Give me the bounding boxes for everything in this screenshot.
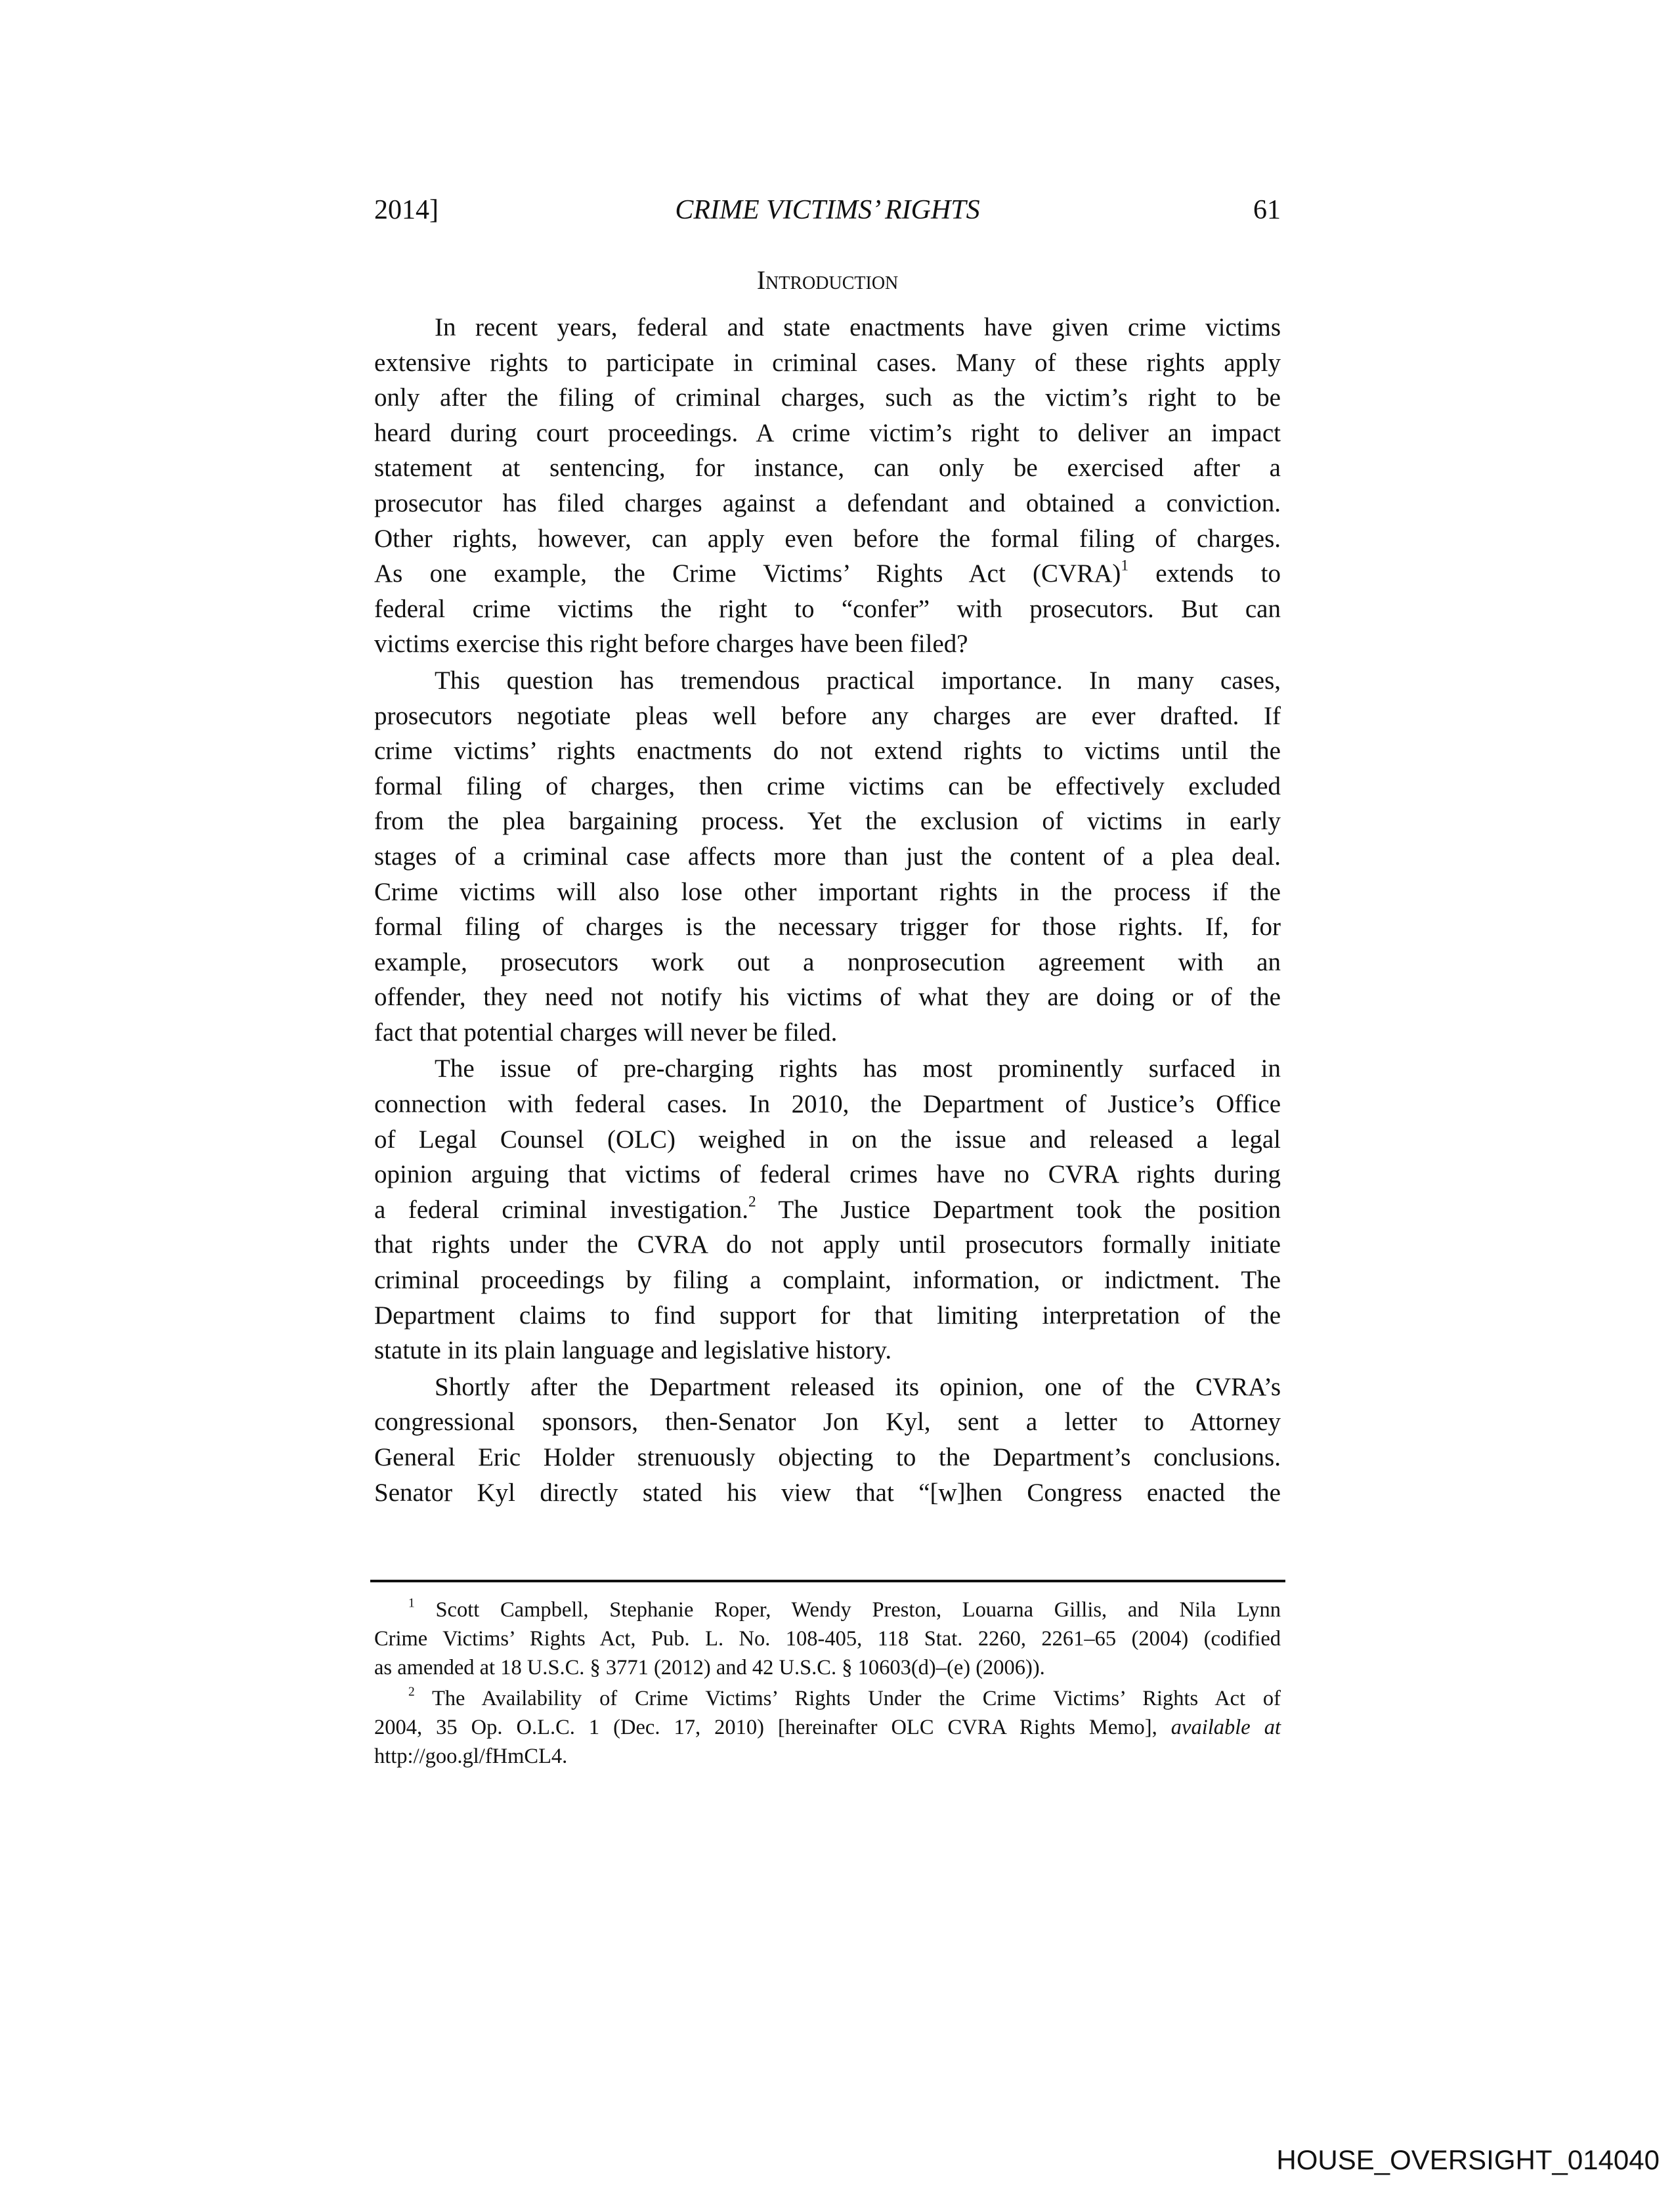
text-line: [374, 1595, 1281, 1624]
paragraph: [374, 310, 1281, 662]
text-segment: extends to: [1128, 559, 1281, 588]
text-line: victims exercise this right before charges have been filed?: [374, 630, 968, 659]
text-line: only after the filing of criminal charges, such as the victim’s right to be: [374, 383, 1281, 412]
text-segment: available at: [1170, 1715, 1281, 1739]
bates-stamp: HOUSE_OVERSIGHT_014040: [1276, 2144, 1660, 2175]
text-line: as amended at 18 U.S.C. § 3771 (2012) and 42 U.S.C. § 10603(d)–(e) (2006)).: [374, 1656, 1045, 1680]
text-line: General Eric Holder strenuously objecting to the Department’s conclusions.: [374, 1443, 1281, 1471]
text-line: formal filing of charges, then crime victims can be effectively excluded: [374, 771, 1281, 800]
text-line: http://goo.gl/fHmCL4.: [374, 1745, 568, 1769]
text-line: Crime victims will also lose other important rights in the process if the: [374, 877, 1281, 906]
footnote-marker: 2: [748, 1193, 756, 1211]
section-heading: Introduction: [756, 265, 899, 295]
body-text: [374, 310, 1281, 1511]
text-line: Department claims to find support for that limiting interpretation of the: [374, 1301, 1281, 1330]
text-line: [374, 1713, 1281, 1742]
text-line: federal crime victims the right to “confer” with prosecutors. But can: [374, 594, 1281, 623]
footnotes: [374, 1595, 1281, 1772]
text-line: The issue of pre-charging rights has most prominently surfaced in: [435, 1054, 1281, 1083]
text-segment: Scott Campbell, Stephanie Roper, Wendy Preston, Louarna Gillis, and Nila Lynn: [414, 1598, 1281, 1622]
text-line: stages of a criminal case affects more than just the content of a plea deal.: [374, 842, 1281, 871]
text-line: Crime Victims’ Rights Act, Pub. L. No. 108-405, 118 Stat. 2260, 2261–65 (2004) (codified: [374, 1627, 1281, 1651]
page-number: 61: [1253, 195, 1281, 225]
text-line: example, prosecutors work out a nonprosecution agreement with an: [374, 947, 1281, 976]
text-segment: As one example, the Crime Victims’ Rights Act (CVRA): [374, 559, 1121, 588]
text-line: extensive rights to participate in criminal cases. Many of these rights apply: [374, 348, 1281, 377]
text-segment: 2004, 35 Op. O.L.C. 1 (Dec. 17, 2010) [hereinafter OLC CVRA Rights Memo],: [374, 1715, 1171, 1739]
text-line: heard during court proceedings. A crime victim’s right to deliver an impact: [374, 418, 1281, 447]
text-line: crime victims’ rights enactments do not extend rights to victims until the: [374, 737, 1281, 766]
text-line: criminal proceedings by filing a complaint, information, or indictment. The: [374, 1266, 1281, 1295]
text-line: of Legal Counsel (OLC) weighed in on the issue and released a legal: [374, 1125, 1281, 1154]
text-line: [374, 1192, 1281, 1228]
text-line: that rights under the CVRA do not apply until prosecutors formally initiate: [374, 1230, 1281, 1259]
text-line: offender, they need not notify his victims of what they are doing or of the: [374, 983, 1281, 1012]
text-line: prosecutor has filed charges against a defendant and obtained a conviction.: [374, 488, 1281, 517]
footnote: [374, 1595, 1281, 1683]
paragraph: [374, 1370, 1281, 1510]
text-segment: The Availability of Crime Victims’ Rights Under the Crime Victims’ Rights Act of: [414, 1686, 1281, 1710]
text-line: [374, 556, 1281, 592]
text-line: prosecutors negotiate pleas well before any charges are ever drafted. If: [374, 701, 1281, 730]
text-line: This question has tremendous practical importance. In many cases,: [435, 666, 1281, 695]
footnote: [374, 1684, 1281, 1771]
text-line: Senator Kyl directly stated his view that “[w]hen Congress enacted the: [374, 1478, 1281, 1507]
footnote-divider: [370, 1580, 1285, 1582]
running-header: [374, 194, 1281, 231]
header-title: CRIME VICTIMS’ RIGHTS: [675, 195, 980, 225]
text-line: formal filing of charges is the necessary trigger for those rights. If, for: [374, 913, 1281, 942]
text-line: from the plea bargaining process. Yet the exclusion of victims in early: [374, 807, 1281, 836]
text-line: congressional sponsors, then-Senator Jon Kyl, sent a letter to Attorney: [374, 1408, 1281, 1437]
text-line: statute in its plain language and legislative history.: [374, 1336, 892, 1365]
paragraph: [374, 663, 1281, 1051]
footnote-marker: 2: [408, 1684, 415, 1699]
text-line: opinion arguing that victims of federal crimes have no CVRA rights during: [374, 1160, 1281, 1189]
text-line: fact that potential charges will never be filed.: [374, 1018, 838, 1047]
text-segment: The Justice Department took the position: [756, 1195, 1281, 1224]
text-line: statement at sentencing, for instance, can only be exercised after a: [374, 454, 1281, 483]
text-line: Shortly after the Department released its opinion, one of the CVRA’s: [435, 1372, 1281, 1401]
text-segment: a federal criminal investigation.: [374, 1195, 748, 1224]
header-year: 2014]: [374, 195, 439, 225]
text-line: [374, 1684, 1281, 1713]
footnote-marker: 1: [408, 1596, 415, 1611]
text-line: In recent years, federal and state enactments have given crime victims: [435, 313, 1281, 341]
text-line: connection with federal cases. In 2010, the Department of Justice’s Office: [374, 1090, 1281, 1119]
footnote-marker: 1: [1121, 557, 1129, 575]
text-line: Other rights, however, can apply even before the formal filing of charges.: [374, 524, 1281, 553]
paragraph: [374, 1051, 1281, 1368]
